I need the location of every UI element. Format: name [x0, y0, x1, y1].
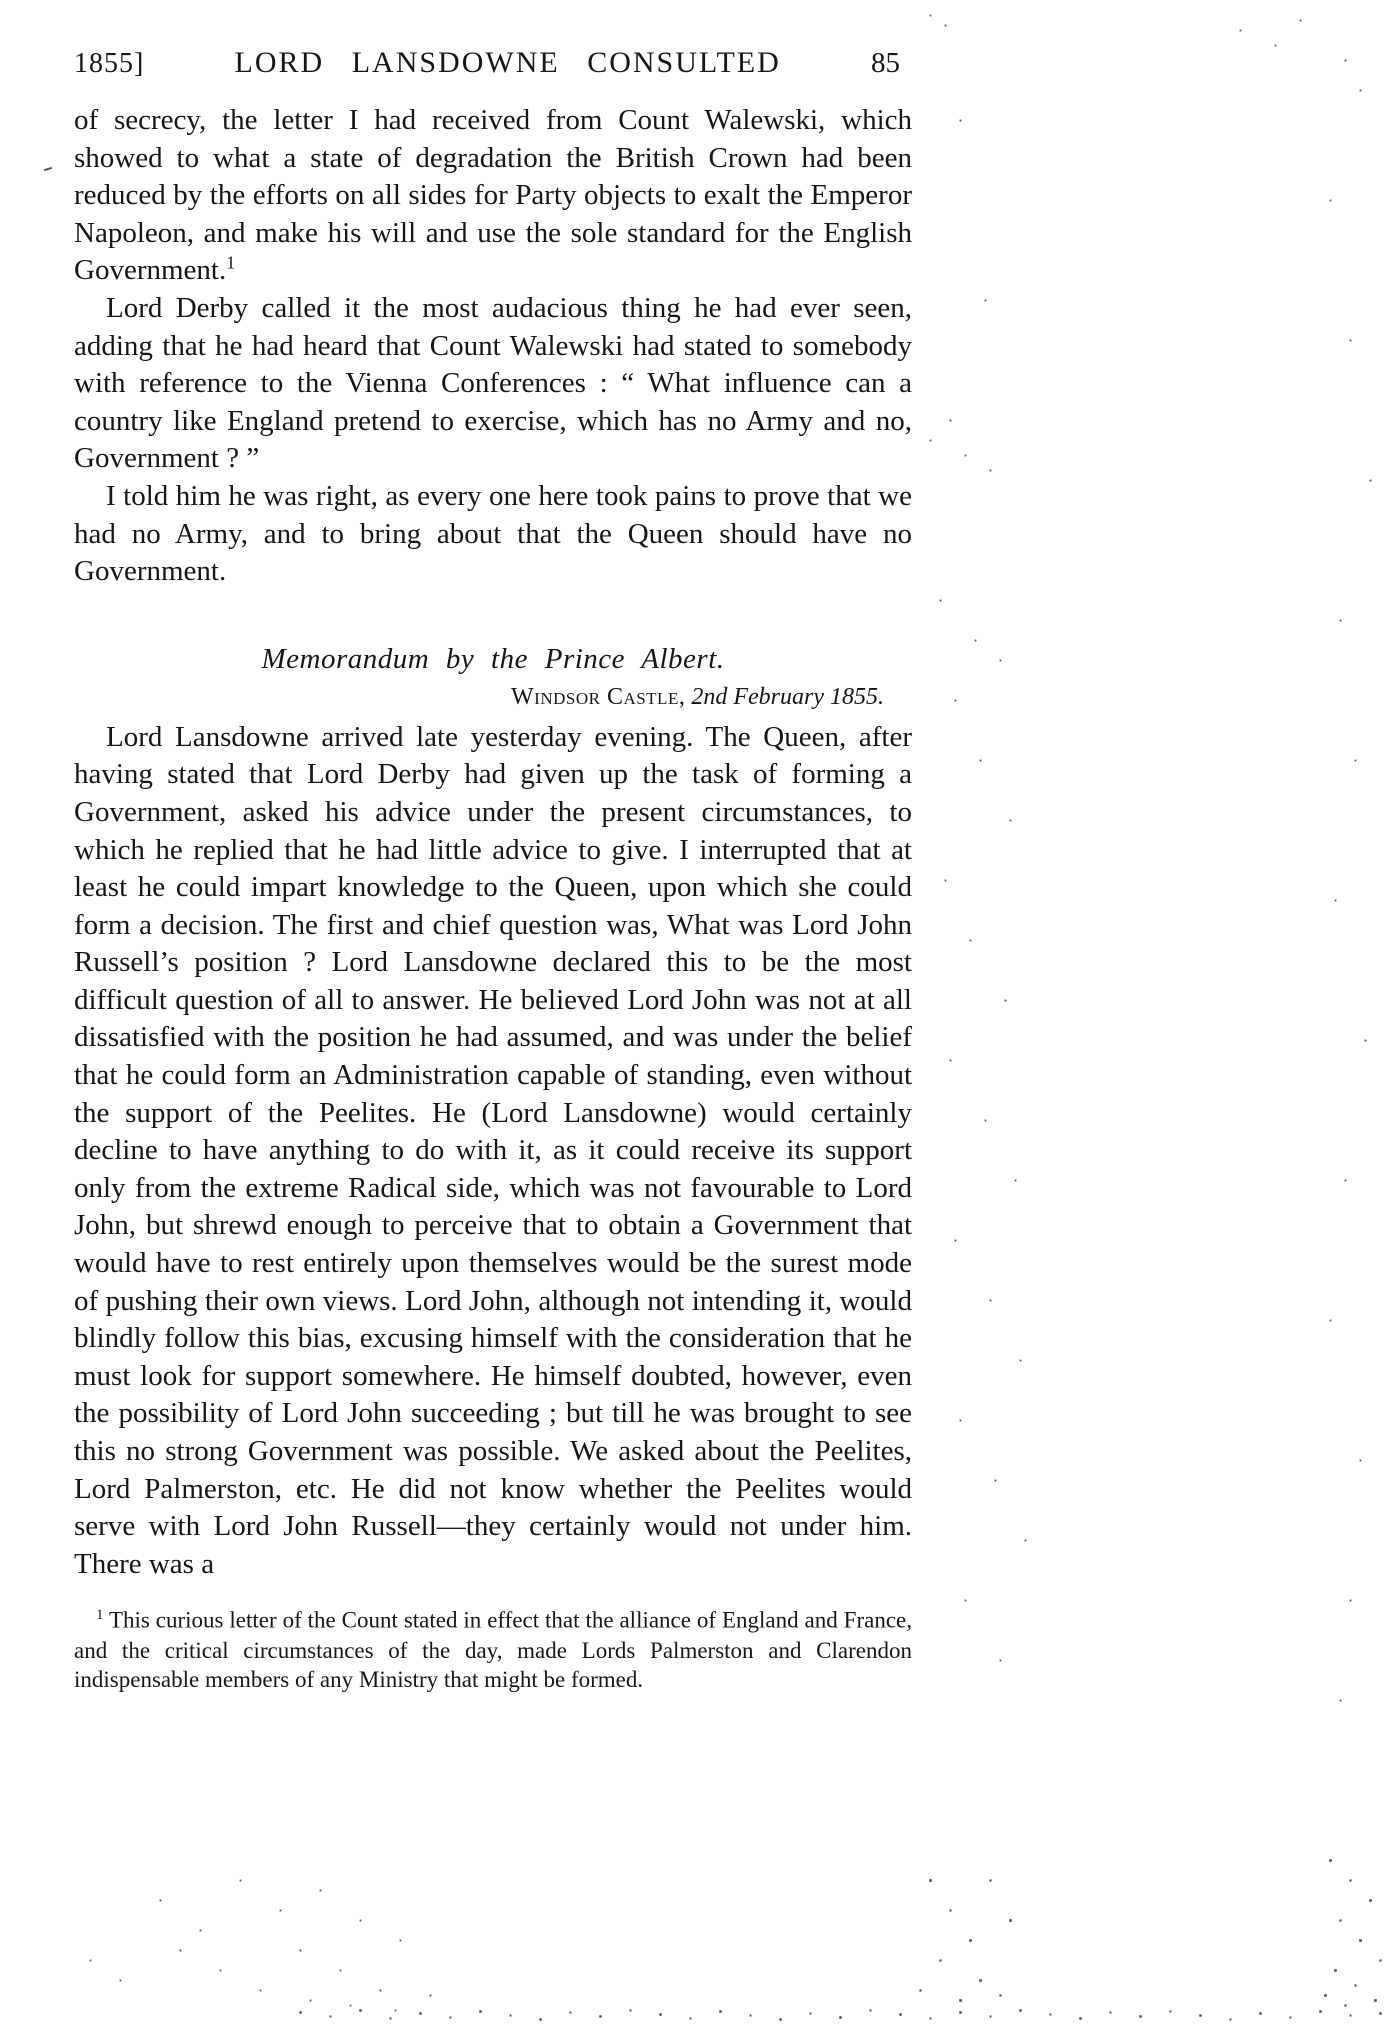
- paragraph-no-army: I told him he was right, as every one here took pains to prove that we had no Army, and to bring about that the Queen should have no Government.: [74, 479, 912, 588]
- footnote-marker: 1: [96, 1607, 104, 1624]
- memorandum-heading: Memorandum by the Prince Albert.: [261, 642, 725, 675]
- paragraph-memorandum: Lord Lansdowne arrived late yesterday evening. The Queen, after having stated that Lord Derby had given up the task of forming a Government, asked his advice under the present circumstances, to which he replied that he had little advice to give. I interrupted that at least he could impart knowledge to the Queen, upon which she could form a decision. The first and chief question was, What was Lord John Russell’s position ? Lord Lansdowne declared this to be the most difficult question of all to answer. He believed Lord John was not at all dissatisfied with the position he had assumed, and was under the belief that he could form an Administration capable of standing, even without the support of the Peelites. He (Lord Lansdowne) would certainly decline to have anything to do with it, as it could receive its support only from the extreme Radical side, which was not favourable to Lord John, but shrewd enough to perceive that to obtain a Government that would have to rest entirely upon themselves would be the surest mode of pushing their own views. Lord John, although not intending it, would blindly follow this bias, excusing himself with the consideration that he must look for support somewhere. He himself doubted, however, even the possibility of Lord John succeeding ; but till he was brought to see this no strong Government was possible. We asked about the Peelites, Lord Palmerston, etc. He did not know whether the Peelites would serve with Lord John Russell—they certainly would not under him. There was a: [74, 720, 912, 1580]
- header-year: 1855]: [74, 48, 145, 79]
- scan-speckles-dense: [0, 0, 1, 1]
- dateline-place: Windsor Castle,: [511, 683, 686, 710]
- page-number: 85: [871, 47, 900, 79]
- paragraph-secrecy: [74, 102, 912, 290]
- paragraph-derby: Lord Derby called it the most audacious thing he had ever seen, adding that he had heard that Count Walewski had stated to somebody with reference to the Vienna Conferences : “ What influence can a country like England pretend to exercise, which has no Army and no, Government ? ”: [74, 291, 912, 475]
- dateline-date: 2nd February 1855.: [691, 683, 884, 710]
- paragraph-secrecy-text: of secrecy, the letter I had received from Count Walewski, which showed to what a state of degradation the British Crown had been reduced by the efforts on all sides for Party objects to exalt the Emperor Napoleon, and make his will and use the sole standard for the English Government.: [74, 104, 912, 287]
- text-column: [74, 46, 912, 1695]
- scan-speckles-sparse: [0, 0, 1, 1]
- memorandum-dateline: [74, 684, 912, 711]
- page-title: LORD LANSDOWNE CONSULTED: [234, 46, 781, 79]
- footnote-text: This curious letter of the Count stated in effect that the alliance of England and France, and the critical circumstances of the day, made Lords Palmerston and Clarendon indispensable members of any Ministry that might be formed.: [74, 1608, 912, 1693]
- footnote-reference-marker: 1: [226, 252, 236, 273]
- scan-margin-mark: [44, 167, 52, 171]
- running-head: [74, 46, 912, 80]
- footnote: [74, 1601, 912, 1694]
